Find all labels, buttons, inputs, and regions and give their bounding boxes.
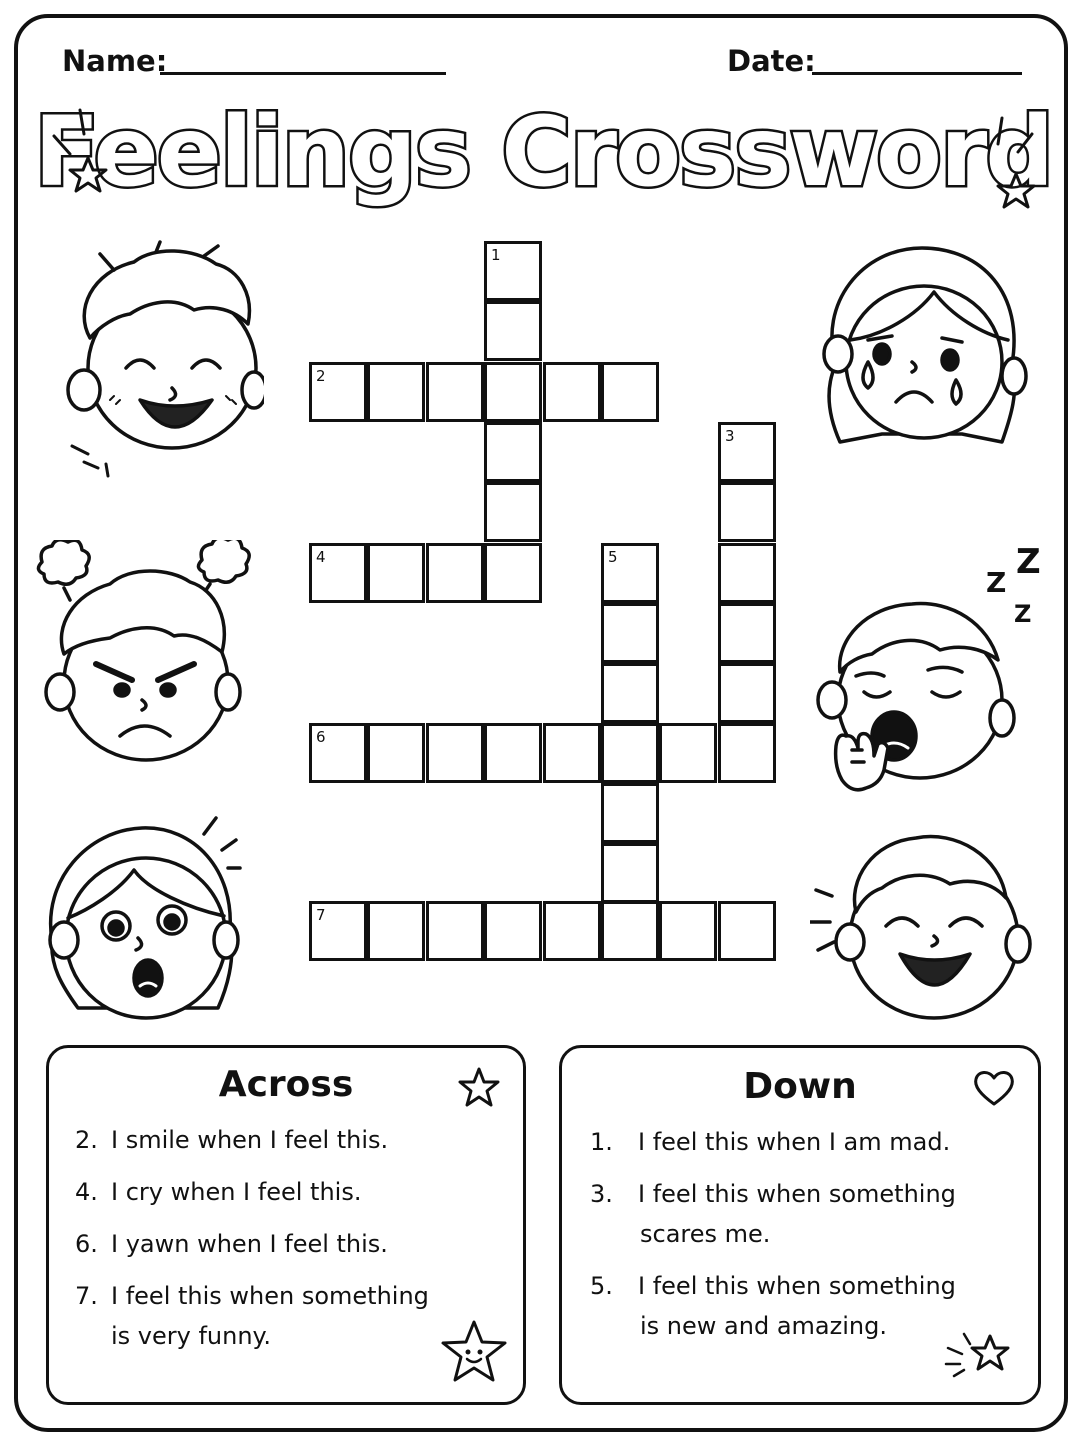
clue-number-6: 6 xyxy=(316,728,326,746)
down-clue-text: I feel this when something xyxy=(638,1180,956,1208)
laughing-face xyxy=(810,826,1040,1026)
crossword-cell[interactable] xyxy=(426,901,484,961)
crossword-cell[interactable] xyxy=(718,422,776,482)
smiling-star-icon xyxy=(439,1318,509,1388)
crossword-cell[interactable] xyxy=(659,901,717,961)
date-line[interactable] xyxy=(812,72,1022,75)
crossword-cell[interactable] xyxy=(484,301,542,361)
star-icon xyxy=(70,158,106,191)
zzz-letter: Z xyxy=(1016,542,1041,582)
crossword-cell[interactable] xyxy=(718,901,776,961)
across-clue xyxy=(75,1276,429,1356)
clue-number-7: 7 xyxy=(316,906,326,924)
crossword-cell[interactable] xyxy=(718,543,776,603)
happy-face xyxy=(44,240,264,480)
crossword-cell[interactable] xyxy=(601,783,659,843)
crossword-cell[interactable] xyxy=(659,723,717,783)
across-clue xyxy=(75,1172,361,1212)
across-clue-number: 2. xyxy=(75,1126,98,1154)
page-title: Feelings Crossword xyxy=(33,96,1053,208)
down-clue-continued: scares me. xyxy=(640,1220,771,1248)
crossword-cell[interactable] xyxy=(309,362,367,422)
across-clues-box xyxy=(46,1045,526,1405)
clue-number-4: 4 xyxy=(316,548,326,566)
down-clues-box xyxy=(559,1045,1041,1405)
date-label: Date: xyxy=(727,44,816,78)
crossword-cell[interactable] xyxy=(484,482,542,542)
crossword-cell[interactable] xyxy=(601,603,659,663)
crossword-cell[interactable] xyxy=(601,843,659,903)
star-icon xyxy=(998,174,1034,207)
clue-number-5: 5 xyxy=(608,548,618,566)
sad-face xyxy=(812,244,1032,454)
across-clue xyxy=(75,1120,388,1160)
crossword-cell[interactable] xyxy=(718,603,776,663)
crossword-cell[interactable] xyxy=(543,362,601,422)
across-heading: Across xyxy=(218,1064,354,1105)
across-clue-text: I smile when I feel this. xyxy=(111,1126,389,1154)
across-clue-number: 4. xyxy=(75,1178,98,1206)
zzz-letter: Z xyxy=(1014,600,1032,628)
down-heading: Down xyxy=(743,1066,857,1107)
crossword-cell[interactable] xyxy=(601,543,659,603)
crossword-cell[interactable] xyxy=(484,723,542,783)
crossword-cell[interactable] xyxy=(484,901,542,961)
crossword-cell[interactable] xyxy=(426,723,484,783)
crossword-cell[interactable] xyxy=(367,901,425,961)
crossword-cell[interactable] xyxy=(484,543,542,603)
heart-icon xyxy=(972,1068,1016,1108)
crossword-cell[interactable] xyxy=(309,723,367,783)
across-clue-text: I cry when I feel this. xyxy=(111,1178,362,1206)
across-clue-text: I yawn when I feel this. xyxy=(111,1230,388,1258)
crossword-cell[interactable] xyxy=(718,663,776,723)
zzz-letter: Z xyxy=(986,566,1007,599)
star-icon xyxy=(457,1066,501,1110)
angry-face xyxy=(30,540,260,770)
crossword-cell[interactable] xyxy=(601,362,659,422)
down-clue xyxy=(590,1174,956,1254)
clue-number-2: 2 xyxy=(316,367,326,385)
crossword-cell[interactable] xyxy=(601,663,659,723)
down-clue xyxy=(590,1266,956,1346)
down-clue xyxy=(590,1122,950,1162)
down-clue-text: I feel this when I am mad. xyxy=(638,1128,951,1156)
clue-number-3: 3 xyxy=(725,427,735,445)
across-clue-text: I feel this when something xyxy=(111,1282,429,1310)
surprised-face xyxy=(38,810,258,1040)
crossword-cell[interactable] xyxy=(426,362,484,422)
crossword-cell[interactable] xyxy=(543,723,601,783)
crossword-cell[interactable] xyxy=(601,901,659,961)
across-clue xyxy=(75,1224,388,1264)
title-decoration-left xyxy=(40,100,120,210)
crossword-cell[interactable] xyxy=(367,543,425,603)
down-clue-number: 1. xyxy=(590,1128,613,1156)
down-clue-continued: is new and amazing. xyxy=(640,1312,887,1340)
across-clue-number: 6. xyxy=(75,1230,98,1258)
crossword-cell[interactable] xyxy=(718,723,776,783)
clue-number-1: 1 xyxy=(491,246,501,264)
across-clue-number: 7. xyxy=(75,1282,98,1310)
crossword-cell[interactable] xyxy=(426,543,484,603)
crossword-cell[interactable] xyxy=(484,241,542,301)
crossword-cell[interactable] xyxy=(484,422,542,482)
crossword-cell[interactable] xyxy=(309,543,367,603)
down-clue-number: 3. xyxy=(590,1180,613,1208)
down-clue-number: 5. xyxy=(590,1272,613,1300)
crossword-cell[interactable] xyxy=(484,362,542,422)
down-clue-text: I feel this when something xyxy=(638,1272,956,1300)
sparkle-star-icon xyxy=(940,1326,1020,1386)
crossword-cell[interactable] xyxy=(718,482,776,542)
crossword-cell[interactable] xyxy=(367,723,425,783)
name-label: Name: xyxy=(62,44,168,78)
across-clue-continued: is very funny. xyxy=(111,1322,271,1350)
crossword-cell[interactable] xyxy=(367,362,425,422)
crossword-cell[interactable] xyxy=(601,723,659,783)
crossword-cell[interactable] xyxy=(543,901,601,961)
crossword-cell[interactable] xyxy=(309,901,367,961)
name-line[interactable] xyxy=(160,72,446,75)
title-decoration-right xyxy=(980,110,1050,220)
sleepy-face xyxy=(812,590,1022,800)
